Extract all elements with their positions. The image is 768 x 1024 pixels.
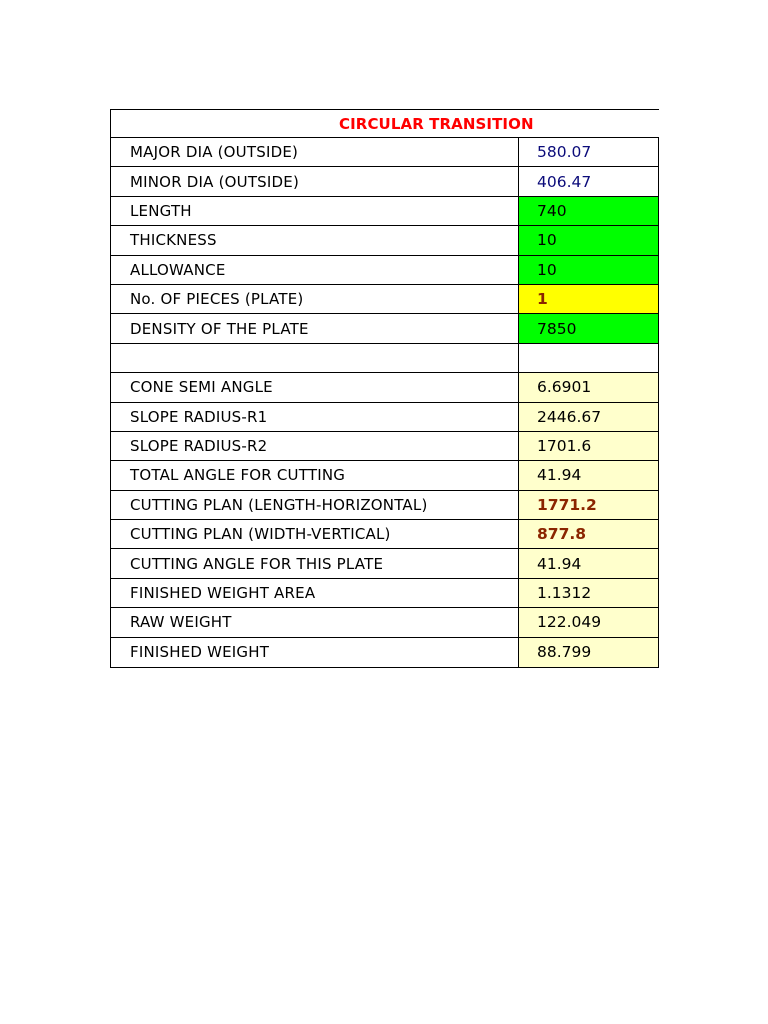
value-finished-weight-area[interactable]: 1.1312 <box>519 579 659 607</box>
row-slope-radius-r2 <box>111 432 659 461</box>
value-cone-semi-angle[interactable]: 6.6901 <box>519 373 659 401</box>
label-cutting-angle: CUTTING ANGLE FOR THIS PLATE <box>111 549 519 577</box>
label-cutting-plan-width: CUTTING PLAN (WIDTH-VERTICAL) <box>111 520 519 548</box>
value-cutting-angle[interactable]: 41.94 <box>519 549 659 577</box>
row-allowance <box>111 256 659 285</box>
value-allowance[interactable]: 10 <box>519 256 659 284</box>
row-major-dia <box>111 138 659 167</box>
label-density: DENSITY OF THE PLATE <box>111 314 519 342</box>
label-slope-radius-r2: SLOPE RADIUS-R2 <box>111 432 519 460</box>
value-minor-dia[interactable]: 406.47 <box>519 167 659 195</box>
label-cone-semi-angle: CONE SEMI ANGLE <box>111 373 519 401</box>
value-slope-radius-r2[interactable]: 1701.6 <box>519 432 659 460</box>
row-total-angle <box>111 461 659 490</box>
label-pieces: No. OF PIECES (PLATE) <box>111 285 519 313</box>
row-thickness <box>111 226 659 255</box>
value-finished-weight[interactable]: 88.799 <box>519 638 659 667</box>
value-slope-radius-r1[interactable]: 2446.67 <box>519 403 659 431</box>
label-finished-weight: FINISHED WEIGHT <box>111 638 519 667</box>
value-cutting-plan-width[interactable]: 877.8 <box>519 520 659 548</box>
row-raw-weight <box>111 608 659 637</box>
label-raw-weight: RAW WEIGHT <box>111 608 519 636</box>
value-length[interactable]: 740 <box>519 197 659 225</box>
row-cutting-plan-width <box>111 520 659 549</box>
row-slope-radius-r1 <box>111 403 659 432</box>
row-finished-weight-area <box>111 579 659 608</box>
row-density <box>111 314 659 343</box>
value-major-dia[interactable]: 580.07 <box>519 138 659 166</box>
row-minor-dia <box>111 167 659 196</box>
row-blank <box>111 344 659 373</box>
title-row <box>111 110 659 138</box>
label-minor-dia: MINOR DIA (OUTSIDE) <box>111 167 519 195</box>
label-length: LENGTH <box>111 197 519 225</box>
label-finished-weight-area: FINISHED WEIGHT AREA <box>111 579 519 607</box>
label-thickness: THICKNESS <box>111 226 519 254</box>
value-pieces[interactable]: 1 <box>519 285 659 313</box>
row-length <box>111 197 659 226</box>
row-finished-weight <box>111 638 659 667</box>
value-raw-weight[interactable]: 122.049 <box>519 608 659 636</box>
row-pieces <box>111 285 659 314</box>
label-slope-radius-r1: SLOPE RADIUS-R1 <box>111 403 519 431</box>
value-cutting-plan-length[interactable]: 1771.2 <box>519 491 659 519</box>
value-total-angle[interactable]: 41.94 <box>519 461 659 489</box>
label-blank <box>111 344 519 372</box>
label-total-angle: TOTAL ANGLE FOR CUTTING <box>111 461 519 489</box>
calculation-sheet <box>110 109 659 668</box>
label-major-dia: MAJOR DIA (OUTSIDE) <box>111 138 519 166</box>
row-cutting-plan-length <box>111 491 659 520</box>
row-cone-semi-angle <box>111 373 659 402</box>
sheet-title: CIRCULAR TRANSITION <box>339 115 534 133</box>
label-cutting-plan-length: CUTTING PLAN (LENGTH-HORIZONTAL) <box>111 491 519 519</box>
label-allowance: ALLOWANCE <box>111 256 519 284</box>
value-density[interactable]: 7850 <box>519 314 659 342</box>
value-blank[interactable] <box>519 344 659 372</box>
row-cutting-angle <box>111 549 659 578</box>
value-thickness[interactable]: 10 <box>519 226 659 254</box>
